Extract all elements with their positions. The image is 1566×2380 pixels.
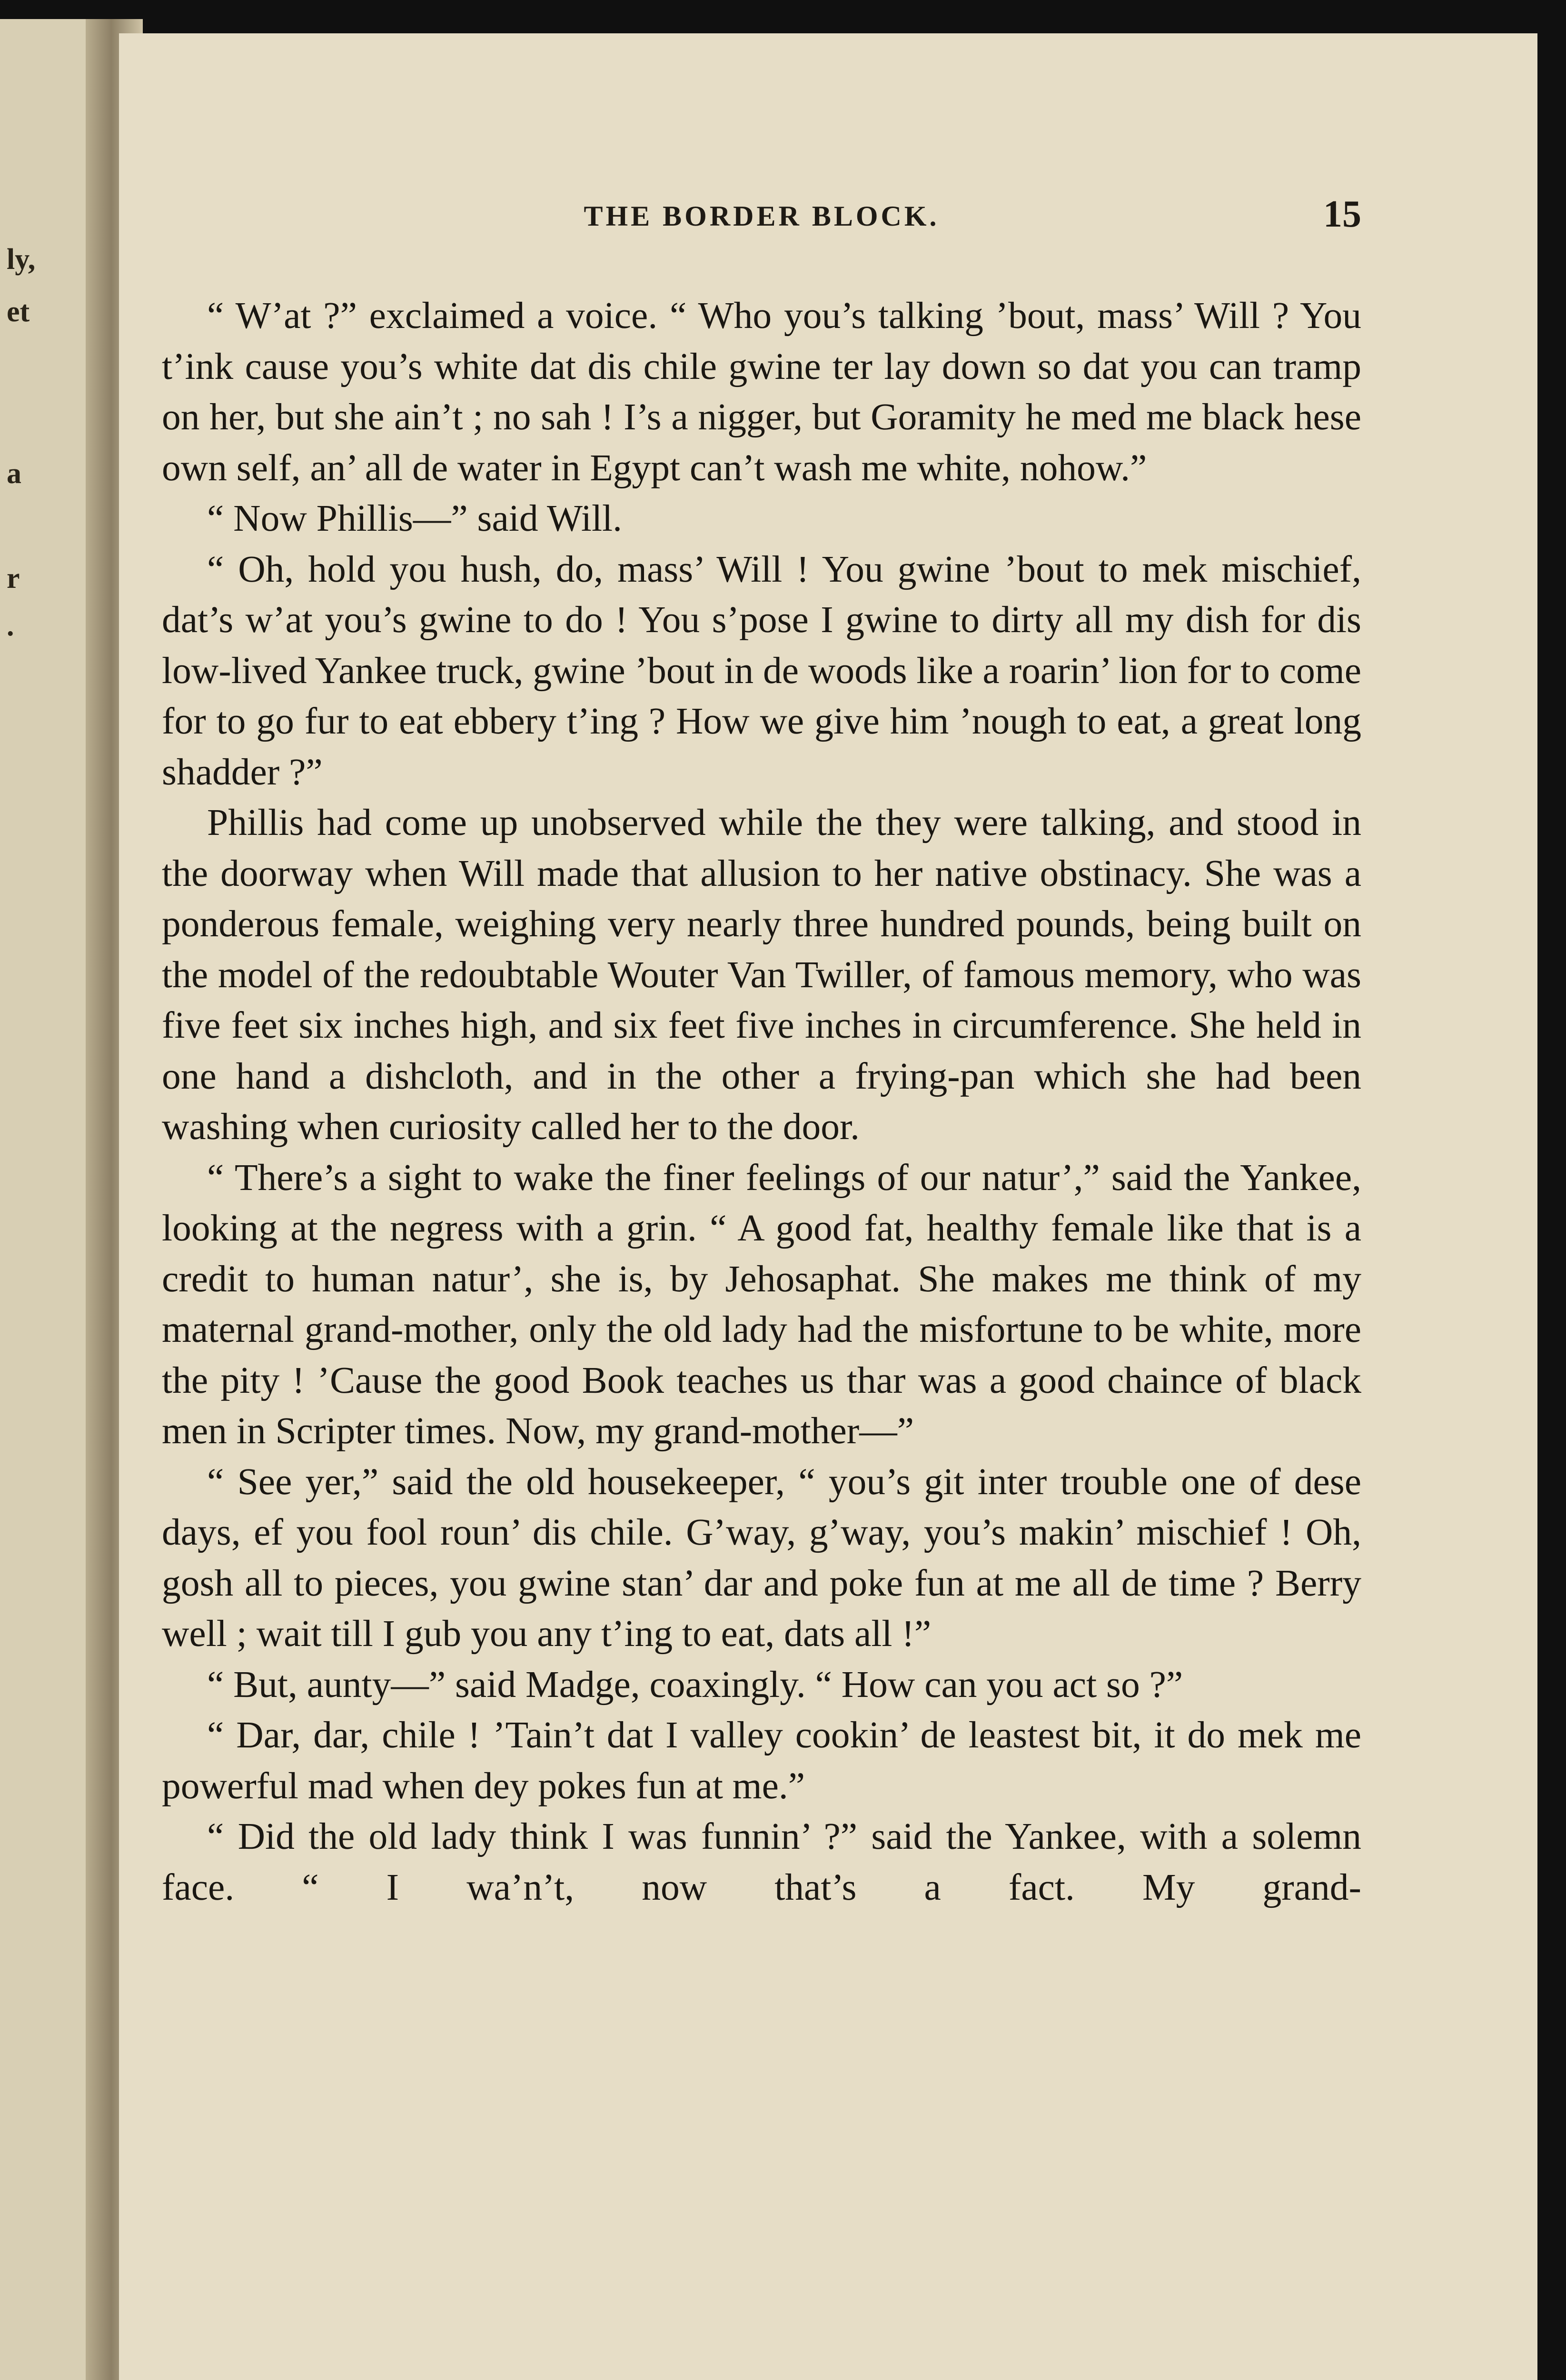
paragraph: “ Now Phillis—” said Will. [207, 497, 623, 539]
paragraph: “ There’s a sight to wake the finer feelings of our natur’,” said the Yankee, looking at the negress with a grin. “ A good fat, healthy female like that is a credit to human natur’, she is, by Jehosaphat. She makes me think of my maternal grand-mother, only the old lady had the misfortune to be white, more the pity ! ’Cause the good Book teaches us thar was a good chaince of black men in Scripter times. Now, my grand-mother—” [162, 1156, 1361, 1452]
paragraph: “ Oh, hold you hush, do, mass’ Will ! You gwine ’bout to mek mischief, dat’s w’at you’s gwine to do ! You s’pose I gwine to dirty all my dish for dis low-lived Yankee truck, gwine ’bout in de woods like a roarin’ lion for to come for to go fur to eat ebbery t’ing ? How we give him ’nough to eat, a great long shadder ?” [162, 548, 1361, 793]
left-page-fragment: a [7, 457, 21, 490]
paragraph: “ See yer,” said the old housekeeper, “ you’s git inter trouble one of dese days, ef you fool roun’ dis chile. G’way, g’way, you’s makin’ mischief ! Oh, gosh all to pieces, you gwine stan’ dar and poke fun at me all de time ? Berry well ; wait till I gub you any t’ing to eat, dats all !” [162, 1460, 1361, 1655]
left-page-fragment: et [7, 296, 30, 328]
paragraph: “ W’at ?” exclaimed a voice. “ Who you’s talking ’bout, mass’ Will ? You t’ink cause you’s white dat dis chile gwine ter lay down so dat you can tramp on her, but she ain’t ; no sah ! I’s a nigger, but Goramity he med me black hese own self, an’ all de water in Egypt can’t wash me white, nohow.” [162, 295, 1361, 489]
paragraph: “ Did the old lady think I was funnin’ ?” said the Yankee, with a solemn face. “ I wa’n’t, now that’s a fact. My grand- [162, 1815, 1361, 1908]
left-page-fragment: r [7, 562, 20, 595]
left-page-fragment: . [7, 610, 14, 642]
page-header [162, 190, 1361, 243]
paragraph: “ Dar, dar, chile ! ’Tain’t dat I valley cookin’ de leastest bit, it do mek me powerful mad when dey pokes fun at me.” [162, 1714, 1361, 1807]
body-text [162, 290, 1361, 1913]
left-page-fragment: ly, [7, 243, 36, 276]
page-number: 15 [1323, 193, 1361, 235]
paragraph: “ But, aunty—” said Madge, coaxingly. “ How can you act so ?” [207, 1663, 1183, 1706]
running-head: THE BORDER BLOCK. [584, 200, 940, 232]
paragraph: Phillis had come up unobserved while the they were talking, and stood in the doorway when Will made that allusion to her native obstinacy. She was a ponderous female, weighing very nearly three hundred pounds, being built on the model of the redoubtable Wouter Van Twiller, of famous memory, who was five feet six inches high, and six feet five inches in circumference. She held in one hand a dishcloth, and in the other a frying-pan which she had been washing when curiosity called her to the door. [162, 802, 1361, 1148]
